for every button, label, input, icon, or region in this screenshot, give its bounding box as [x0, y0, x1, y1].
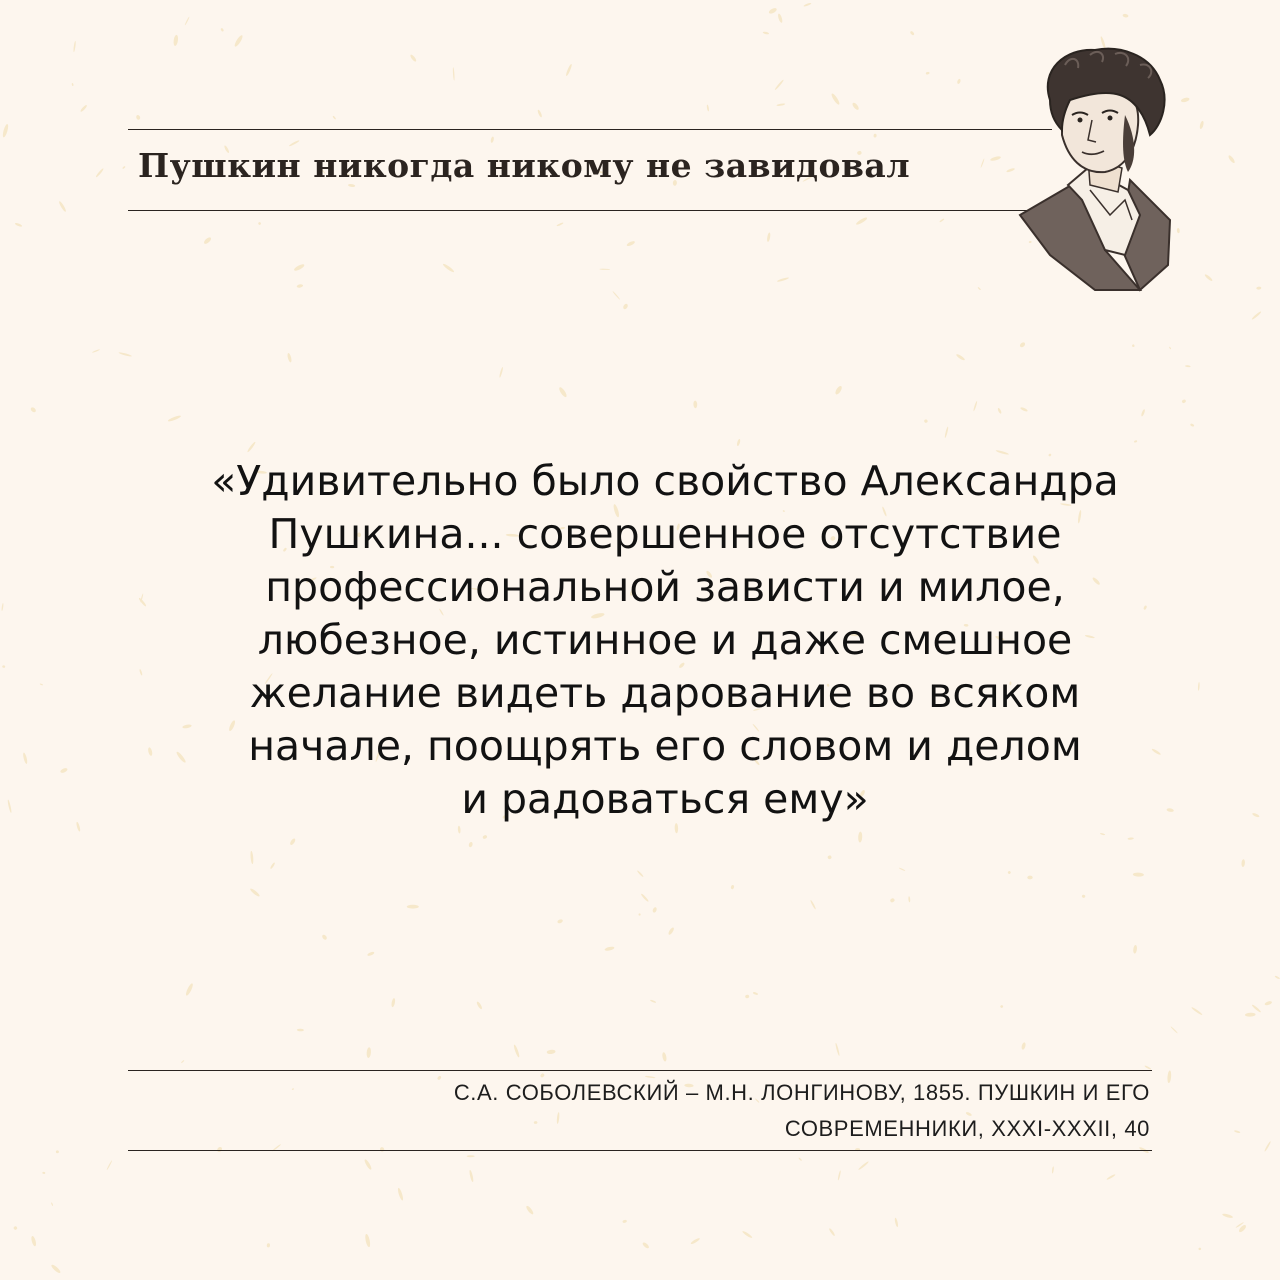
paper-speck — [565, 64, 572, 77]
paper-speck — [287, 353, 293, 363]
paper-speck — [136, 114, 141, 120]
paper-speck — [1128, 837, 1134, 840]
quote-line: «Удивительно было свойство Александра — [211, 457, 1119, 505]
paper-speck — [924, 419, 929, 424]
paper-speck — [637, 870, 644, 877]
paper-speck — [766, 232, 770, 242]
paper-speck — [1252, 812, 1260, 818]
paper-speck — [557, 919, 564, 924]
paper-speck — [1264, 1000, 1272, 1006]
paper-speck — [939, 218, 944, 223]
paper-speck — [499, 367, 504, 378]
paper-speck — [556, 222, 563, 227]
paper-speck — [957, 78, 962, 84]
paper-speck — [873, 134, 876, 138]
paper-speck — [1198, 1247, 1201, 1250]
paper-speck — [776, 103, 785, 106]
paper-speck — [1082, 894, 1086, 898]
paper-speck — [76, 822, 81, 832]
paper-speck — [2, 665, 5, 668]
paper-speck — [955, 353, 965, 361]
quote-line: желание видеть дарование во всяком — [249, 669, 1081, 717]
citation-bottom-rule — [128, 1150, 1152, 1151]
paper-speck — [1021, 1042, 1026, 1050]
paper-speck — [1245, 1013, 1256, 1017]
paper-speck — [1234, 1130, 1241, 1134]
paper-speck — [1241, 859, 1245, 867]
paper-speck — [858, 832, 863, 843]
paper-speck — [30, 406, 37, 413]
paper-speck — [944, 426, 949, 438]
paper-speck — [247, 441, 257, 453]
pushkin-portrait-sketch-icon — [1010, 40, 1190, 300]
paper-speck — [599, 269, 610, 271]
paper-speck — [60, 767, 68, 774]
paper-speck — [745, 994, 750, 999]
paper-speck — [469, 1170, 474, 1183]
paper-speck — [1133, 872, 1144, 876]
paper-speck — [249, 888, 260, 898]
header-top-rule — [128, 129, 1052, 130]
paper-speck — [642, 1242, 650, 1250]
paper-speck — [1274, 975, 1280, 979]
paper-speck — [56, 1150, 59, 1153]
paper-speck — [1019, 341, 1026, 348]
paper-speck — [1222, 1213, 1233, 1219]
paper-speck — [250, 851, 254, 864]
paper-speck — [855, 216, 868, 225]
paper-speck — [640, 893, 649, 902]
paper-speck — [366, 1047, 371, 1058]
paper-speck — [736, 439, 740, 447]
paper-speck — [181, 1060, 185, 1064]
paper-speck — [894, 1217, 898, 1227]
paper-speck — [1251, 311, 1262, 320]
citation — [150, 1075, 1150, 1147]
paper-speck — [1134, 440, 1138, 443]
paper-speck — [50, 1264, 61, 1275]
paper-speck — [604, 946, 615, 952]
paper-speck — [15, 222, 23, 227]
paper-speck — [1000, 1005, 1004, 1009]
paper-speck — [391, 998, 396, 1008]
paper-speck — [1181, 399, 1186, 404]
paper-speck — [2, 124, 9, 138]
paper-speck — [92, 349, 100, 353]
paper-speck — [1122, 13, 1128, 17]
paper-speck — [233, 34, 243, 47]
paper-speck — [321, 934, 327, 941]
paper-speck — [890, 898, 896, 904]
paper-speck — [1133, 945, 1138, 954]
paper-speck — [1191, 1006, 1203, 1015]
paper-speck — [1227, 155, 1235, 164]
paper-speck — [1185, 365, 1191, 367]
paper-speck — [1167, 1070, 1172, 1083]
paper-speck — [1132, 344, 1135, 347]
paper-speck — [1106, 1174, 1116, 1181]
paper-speck — [558, 386, 568, 398]
paper-speck — [364, 1159, 373, 1171]
paper-speck — [40, 683, 44, 685]
paper-speck — [1, 603, 3, 611]
header-bottom-rule — [128, 210, 1052, 211]
paper-speck — [810, 900, 817, 910]
paper-speck — [753, 992, 759, 996]
paper-speck — [30, 1235, 37, 1246]
paper-speck — [203, 236, 212, 245]
paper-speck — [830, 93, 840, 106]
paper-speck — [1052, 1166, 1055, 1173]
paper-speck — [827, 855, 832, 860]
paper-speck — [367, 951, 375, 957]
paper-speck — [106, 1160, 112, 1170]
paper-speck — [777, 13, 783, 23]
paper-speck — [537, 109, 543, 118]
paper-speck — [22, 752, 28, 764]
paper-speck — [1169, 347, 1172, 350]
paper-speck — [258, 222, 262, 226]
paper-speck — [468, 841, 473, 847]
paper-speck — [332, 115, 336, 119]
paper-speck — [71, 83, 73, 86]
paper-speck — [58, 201, 67, 213]
page-title: Пушкин никогда никому не завидовал — [138, 146, 911, 185]
paper-speck — [1100, 833, 1105, 836]
paper-speck — [1256, 286, 1261, 289]
paper-speck — [910, 31, 915, 36]
paper-speck — [777, 277, 790, 283]
paper-speck — [977, 287, 981, 291]
paper-speck — [742, 1230, 753, 1239]
paper-speck — [525, 1205, 534, 1215]
paper-speck — [622, 1219, 627, 1223]
paper-speck — [95, 168, 104, 178]
paper-speck — [768, 7, 778, 15]
paper-speck — [296, 284, 303, 288]
quote-block — [120, 455, 1210, 826]
paper-speck — [926, 72, 930, 75]
paper-speck — [899, 867, 906, 871]
paper-speck — [185, 983, 194, 997]
paper-speck — [626, 240, 635, 247]
paper-speck — [1204, 274, 1213, 282]
paper-speck — [662, 1052, 668, 1062]
quote-line: начале, поощрять его словом и делом — [248, 722, 1082, 770]
paper-speck — [513, 1044, 520, 1058]
paper-speck — [293, 263, 305, 272]
paper-speck — [1141, 409, 1146, 417]
paper-speck — [763, 31, 770, 35]
paper-speck — [851, 102, 860, 111]
paper-speck — [1027, 876, 1032, 880]
paper-speck — [546, 1049, 555, 1054]
citation-line: С.А. СОБОЛЕВСКИЙ – М.Н. ЛОНГИНОВУ, 1855. ПУШКИН И ЕГО — [453, 1080, 1150, 1105]
paper-speck — [997, 407, 1002, 414]
paper-speck — [167, 415, 181, 423]
paper-speck — [442, 263, 455, 273]
paper-speck — [458, 826, 461, 834]
paper-speck — [638, 913, 640, 915]
paper-speck — [289, 838, 296, 846]
paper-speck — [409, 54, 417, 63]
paper-speck — [650, 999, 657, 1003]
paper-speck — [774, 79, 784, 90]
paper-speck — [184, 16, 189, 25]
quote-line: любезное, истинное и даже смешное — [257, 616, 1073, 664]
quote-line: и радоваться ему» — [461, 775, 869, 823]
citation-top-rule — [128, 1070, 1152, 1071]
paper-speck — [1264, 1141, 1271, 1152]
paper-speck — [122, 166, 126, 169]
paper-speck — [690, 1237, 700, 1245]
paper-speck — [652, 907, 657, 914]
paper-speck — [51, 1202, 54, 1206]
paper-speck — [42, 1172, 45, 1175]
paper-speck — [267, 1243, 270, 1247]
paper-speck — [467, 1155, 475, 1157]
paper-speck — [834, 385, 843, 395]
paper-speck — [476, 1001, 483, 1010]
paper-speck — [706, 104, 709, 111]
paper-speck — [1020, 407, 1028, 413]
paper-speck — [908, 896, 910, 902]
paper-speck — [7, 799, 12, 813]
paper-speck — [397, 1187, 404, 1201]
paper-speck — [1007, 871, 1011, 875]
paper-speck — [973, 401, 978, 412]
paper-speck — [173, 35, 179, 47]
quote-line: профессиональной зависти и милое, — [265, 563, 1065, 611]
paper-speck — [667, 927, 674, 936]
paper-speck — [622, 303, 628, 310]
paper-speck — [803, 2, 811, 7]
paper-speck — [1190, 423, 1195, 427]
paper-speck — [858, 1161, 869, 1171]
paper-speck — [798, 1157, 802, 1161]
paper-speck — [837, 1170, 841, 1180]
paper-speck — [693, 401, 697, 409]
paper-speck — [73, 41, 76, 53]
paper-speck — [118, 352, 132, 357]
paper-speck — [1170, 1026, 1178, 1034]
paper-speck — [828, 1228, 835, 1237]
paper-speck — [612, 291, 620, 300]
paper-speck — [364, 1234, 371, 1248]
paper-speck — [270, 862, 276, 869]
citation-line: СОВРЕМЕННИКИ, XXXI-XXXII, 40 — [784, 1116, 1150, 1141]
paper-speck — [453, 67, 455, 80]
paper-speck — [730, 885, 734, 890]
paper-speck — [80, 104, 88, 112]
quote-line: Пушкина... совершенное отсутствие — [268, 510, 1062, 558]
paper-speck — [220, 28, 224, 32]
paper-speck — [482, 835, 487, 840]
paper-speck — [297, 1029, 304, 1032]
paper-speck — [13, 1226, 18, 1231]
paper-speck — [1199, 120, 1204, 129]
paper-speck — [1251, 1004, 1261, 1013]
paper-speck — [407, 905, 419, 909]
paper-speck — [835, 1043, 840, 1056]
